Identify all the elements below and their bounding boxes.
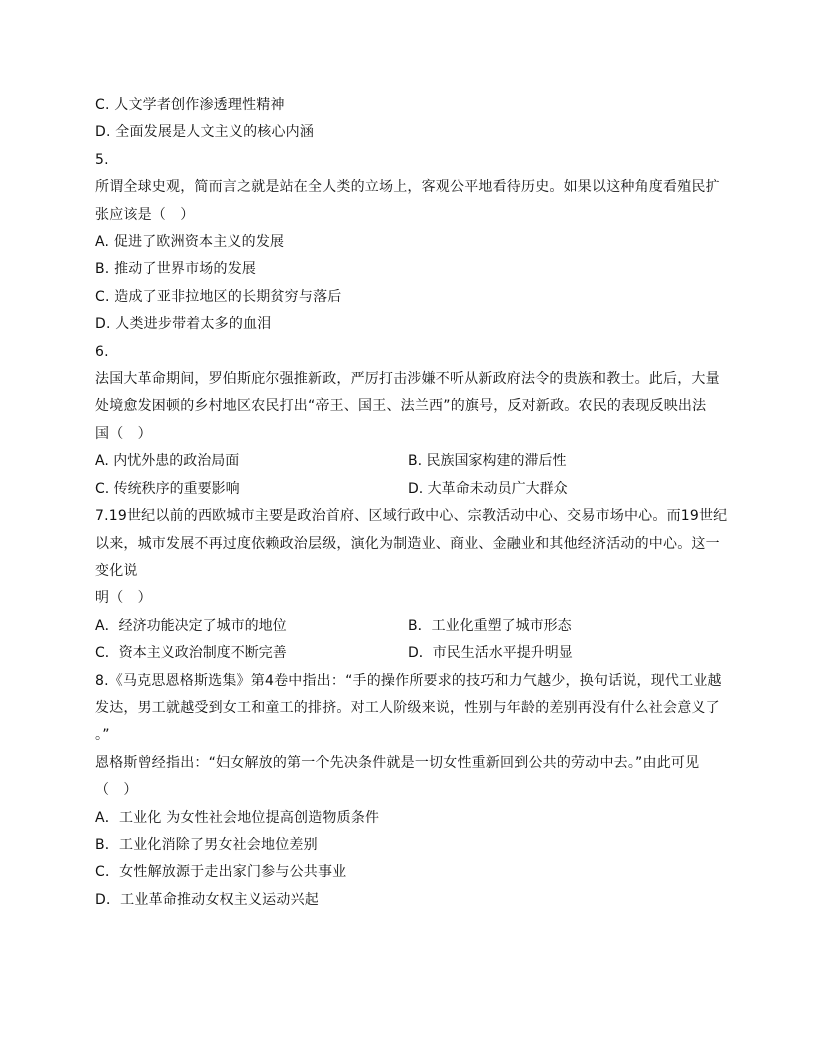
q7-option-a: A．经济功能决定了城市的地位 (95, 617, 287, 634)
q6-option-c: C. 传统秩序的重要影响 (95, 480, 240, 497)
q7-stem-line-1: 7.19世纪以前的西欧城市主要是政治首府、区域行政中心、宗教活动中心、交易市场中心。而19世纪 (95, 508, 728, 525)
q8-stem-line-3: 。” (95, 727, 110, 744)
q4-option-d: D. 全面发展是人文主义的核心内涵 (95, 124, 315, 141)
q5-stem-line-1: 所谓全球史观，简而言之就是站在全人类的立场上，客观公平地看待历史。如果以这种角度看殖民扩 (95, 179, 720, 196)
q8-option-d: D．工业革命推动女权主义运动兴起 (95, 891, 319, 908)
q6-stem-line-3: 国（ ） (95, 425, 152, 442)
q5-stem-line-2: 张应该是（ ） (95, 206, 195, 223)
q8-stem-line-4: 恩格斯曾经指出：“妇女解放的第一个先决条件就是一切女性重新回到公共的劳动中去。”由此可见 (95, 754, 700, 771)
q6-stem-line-1: 法国大革命期间，罗伯斯庇尔强推新政，严厉打击涉嫌不听从新政府法令的贵族和教士。此后，大量 (95, 371, 720, 388)
q6-number: 6. (95, 343, 109, 360)
q5-option-b: B. 推动了世界市场的发展 (95, 261, 257, 278)
q8-option-c: C．女性解放源于走出家门参与公共事业 (95, 864, 347, 881)
q4-option-c: C. 人文学者创作渗透理性精神 (95, 97, 285, 113)
q5-option-c: C. 造成了亚非拉地区的长期贫穷与落后 (95, 288, 342, 305)
q7-option-b: B．工业化重塑了城市形态 (408, 617, 572, 634)
q6-option-d: D. 大革命未动员广大群众 (408, 480, 568, 497)
q6-option-a: A. 内忧外患的政治局面 (95, 453, 240, 470)
q8-stem-line-2: 发达，男工就越受到女工和童工的排挤。对工人阶级来说，性别与年龄的差别再没有什么社会意义了 (95, 699, 720, 716)
q7-options-row-1 (95, 613, 725, 640)
q6-stem-line-2: 处境愈发困顿的乡村地区农民打出“帝王、国王、法兰西”的旗号，反对新政。农民的表现反映出法 (95, 398, 707, 415)
q7-option-c: C．资本主义政治制度不断完善 (95, 645, 287, 662)
q8-option-b: B．工业化消除了男女社会地位差别 (95, 836, 318, 853)
q6-option-b: B. 民族国家构建的滞后性 (408, 453, 567, 470)
q6-options-row-1 (95, 448, 725, 475)
q5-number: 5. (95, 151, 109, 168)
q8-option-a: A．工业化 为女性社会地位提高创造物质条件 (95, 809, 380, 826)
q7-stem-line-4: 明（ ） (95, 590, 152, 607)
q7-option-d: D．市民生活水平提升明显 (408, 645, 573, 662)
q7-stem-line-3: 变化说 (95, 562, 138, 579)
q5-option-a: A. 促进了欧洲资本主义的发展 (95, 234, 285, 251)
question-content (95, 92, 728, 914)
q6-options-row-2 (95, 476, 725, 503)
q8-stem-line-1: 8.《马克思恩格斯选集》第4卷中指出：“手的操作所要求的技巧和力气越少，换句话说，现代工业越 (95, 672, 722, 689)
q8-stem-line-5: （ ） (95, 782, 138, 799)
q5-option-d: D. 人类进步带着太多的血泪 (95, 316, 272, 333)
q7-options-row-2 (95, 640, 725, 667)
q7-stem-line-2: 以来，城市发展不再过度依赖政治层级，演化为制造业、商业、金融业和其他经济活动的中心。这一 (95, 535, 720, 552)
